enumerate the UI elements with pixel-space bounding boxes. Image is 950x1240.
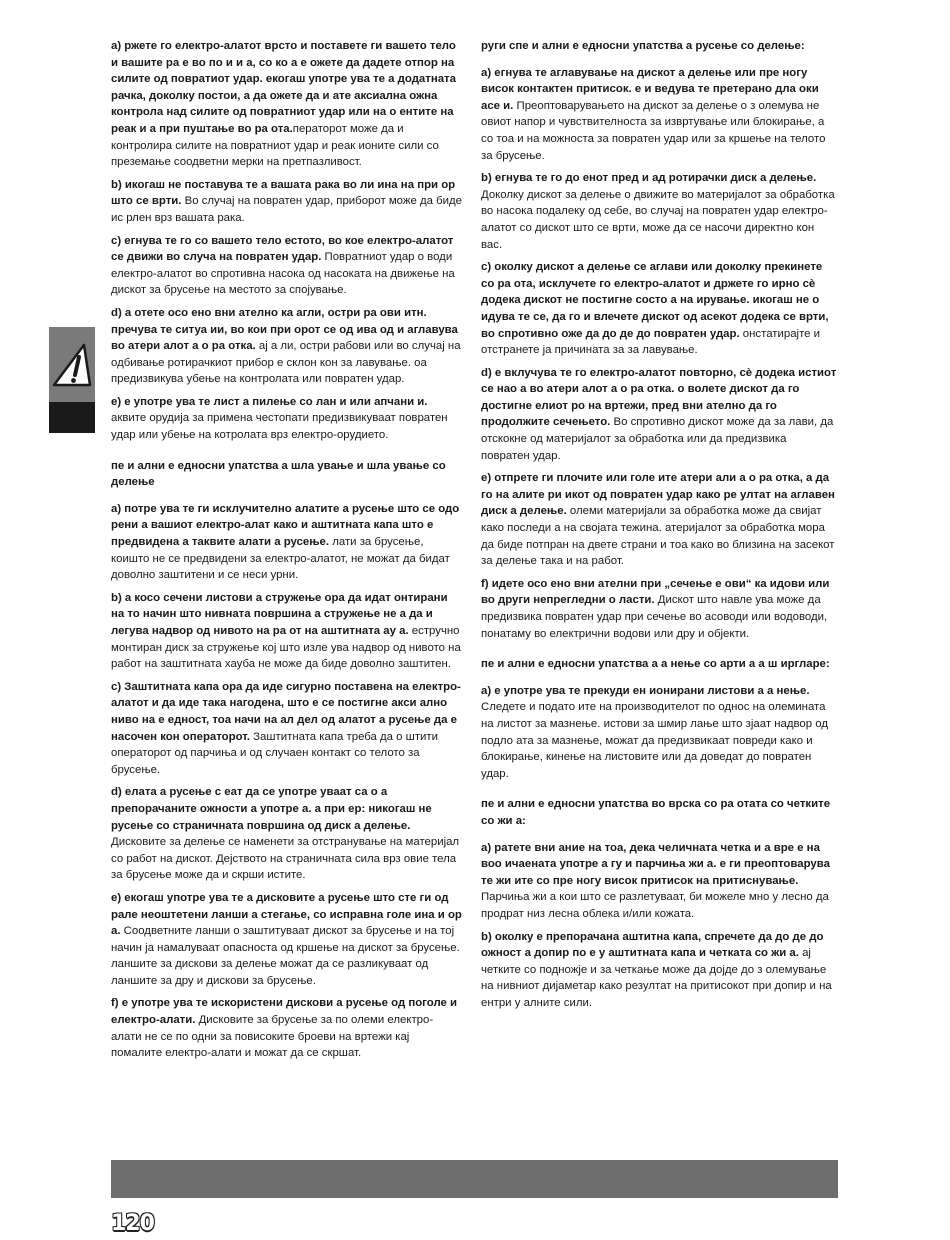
- paragraph-left-a: a) ржете го електро-алатот врсто и поставете ги вашето тело и вашите ра е во по и и а, со ко а е ожете да дадете отпор на силите од повратиот удар. екогаш употре ува те а додатната рачка, доколку постои, а да ожете да и ате аксиална ожна контрола над силите од повратниот удар или на о ентите на реак и а при пуштање во ра ота.ператорот може да и контролира силите на повратниот удар и реак ионите сили со преземање соодветни мерки на претпазливост.: [111, 40, 456, 169]
- section-heading-wire-brush: пе и ални е едносни упатства во врска со ра отата со четките со жи а:: [481, 798, 831, 827]
- paragraph-cutting-e: e) отпрете ги плочите или голе ите атери али а о ра отка, а да го на алите ри икот од повратен удар како ре ултат на аглавен диск а делење. олеми материјали за обработка може да свијат како последи а на својата тежина. атеријалот за обработка мора да биде потпран на двете страни и тоа како во близина на засекот за делење така и на работ.: [481, 472, 835, 568]
- paragraph-left-d: d) а отете осо ено вни ателно ка агли, остри ра ови итн. пречува те ситуа ии, во кои при орот се од ива од и аглавува во атери алот а о ра отка. ај а ли, остри рабови или во случај на одбивање ротирачкиот прибор е склон кон за лавување. оа предизвикува убење на контролата или повратен удар.: [111, 306, 461, 386]
- paragraph-wire-brush-a: a) ратете вни ание на тоа, дека челичната четка и а вре е на воо ичаената употре а гу и парчиња жи а. е ги преоптоварува те жи ите со пре ногу висок притисок на притиснување. Парчиња жи а кои што се разлетуваат, би можеле мно у лесно да продрат низ лесна облека и/или кожата.: [481, 841, 830, 920]
- footer-bar: [111, 1160, 838, 1198]
- paragraph-grinding-c: c) Заштитната капа ора да иде сигурно поставена на електро-алатот и да иде така нагодена, што е се постигне акси ално ниво на е едност, тоа начи на ал дел од алатот а русење да е насочен кон операторот. Заштитната капа треба да о штити операторот од парчиња и од случаен контакт со телото за брусење.: [111, 680, 461, 776]
- paragraph-wire-brush-b: b) околку е препорачана аштитна капа, спречете да до де до ожност а допир по е у аштитната капа и четката со жи а. ај четките со подножје и за четкање може да дојде до з олемување на нивниот дијаметар како резултат на притисокот при допир и на ентри у алните сили.: [481, 930, 832, 1009]
- paragraph-left-e: e) е употре ува те лист а пилење со лан и или апчани и. аквите орудија за примена честопати предизвикуваат повратен удар или убење на котролата врз електро-орудието.: [111, 395, 448, 442]
- paragraph-cutting-d: d) е вклучува те го електро-алатот повторно, сè додека истиот се нао а во атери алот а о ра отка. о волете дискот да го достигне елиот ро на вртежи, пред вни ателно да го продолжите сечењето. Во спротивно дискот може да за лави, да отскокне од материјалот за обработка или да предизвика повратен удар.: [481, 366, 837, 462]
- section-heading-sanding: пе и ални е едносни упатства а а нење со арти а а ш иргларе:: [481, 658, 830, 671]
- paragraph-cutting-f: f) идете осо ено вни ателни при „сечење е ови“ ка идови или во други непрегледни о ласти. Дискот што навле ува може да предизвика повратен удар при сечење во асоводи или водоводи, понатаму во електрични водови или дру и објекти.: [481, 577, 830, 640]
- paragraph-grinding-a: a) потре ува те ги исклучително алатите а русење што се одо рени а вашиот електро-алат како и аштитната капа што е предвидена а таквите алати а русење. лати за брусење, коишто не се предвидени за електро-алатот, не можат да бидат доволно заштитени и се неси урни.: [111, 502, 460, 582]
- paragraph-grinding-e: e) екогаш употре ува те а дисковите а русење што сте ги од рале неоштетени ланши а стегање, со исправна голе ина и ор а. Соодветните ланши о заштитуваат дискот за брусење и на тој начин ја намалуваат опасноста од кршење на дискот за брусење. ланшите за дискови за делење можат да се разликуваат од ланшите за дру и дискови за брусење.: [111, 891, 462, 987]
- page-number: 120: [111, 1211, 154, 1236]
- paragraph-cutting-b: b) егнува те го до енот пред и ад ротирачки диск а делење. Доколку дискот за делење о движите во материјалот за обработка во насока подалеку од себе, во случај на повратен удар електро-алатот со дискот што се врти, може да се насочи директно кон вас.: [481, 172, 835, 251]
- warning-tab: [49, 327, 95, 433]
- paragraph-grinding-f: f) е употре ува те искористени дискови а русење од поголе и електро-алати. Дисковите за брусење за по олеми електро-алати не се по одни за повисоките броеви на вртежи кај помалите електро-алати и можат да се скршат.: [111, 997, 458, 1060]
- paragraph-grinding-b: b) а косо сечени листови а стружење ора да идат онтирани на то начин што нивната површина а стружење не а да и легува надвор од нивото на ра от на аштитната ау а. естручно монтиран диск за стружење кој што изле ува надвор од нивото на работ на заштитната хауба не може да биде доволно заштитен.: [111, 591, 461, 671]
- section-heading-grinding: пе и ални е едносни упатства а шла ување и шла ување со делење: [111, 459, 446, 489]
- paragraph-cutting-a: a) егнува те аглавување на дискот а делење или пре ногу висок контактен притисок. е и ведува те претерано дла оки асе и. Преоптоварувањето на дискот за делење о з олемува не овиот напор и чувствителноста за извртување или блокирање, а со тоа и на можноста за повратен удар или за кршење на телото за брусење.: [481, 66, 826, 162]
- right-column: [481, 38, 838, 1017]
- section-heading-cutting: руги спе и ални е едносни упатства а русење со делење:: [481, 40, 805, 52]
- paragraph-left-b: b) икогаш не поставува те а вашата рака во ли ина на при ор што се врти. Во случај на повратен удар, приборот може да биде ис рлен врз вашата рака.: [111, 178, 463, 224]
- paragraph-sanding-a: a) е употре ува те прекуди ен ионирани листови а а нење. Следете и подато ите на производителот по однос на олемината на листот за мазнење. истови за шмир лање што зјаат надвор од подло ата за мазнење, можат да предизвикаат повреди како и блокирање, кинење на листовите или да доведат до повратен удар.: [481, 684, 828, 780]
- warning-icon: [49, 327, 95, 402]
- paragraph-left-c: c) егнува те го со вашето тело естото, во кое електро-алатот се движи во случа на повратен удар. Повратниот удар о води електро-алатот во спротивна насока од насоката на движење на дискот за брусење на местото за спојување.: [111, 234, 455, 297]
- paragraph-cutting-c: c) околку дискот а делење се аглави или доколку прекинете со ра ота, исклучете го електро-алатот и држете го ирно сè додека дискот не постигне состо а на ирување. икогаш не о идува те се, да го и влечете дискот од асекот додека се врти, во спротивно оже да до де до повратен удар. онстатирајте и отстранете ја причината за за лавување.: [481, 261, 829, 357]
- paragraph-grinding-d: d) елата а русење с еат да се употре уваат са о а препорачаните ожности а употре а. а при ер: никогаш не русење со страничната површина од диск а делење. Дисковите за делење се наменети за отстранување на материјал со работ на дискот. Дејството на страничната сила врз овие тела за брусење може да и скрши истите.: [111, 786, 460, 882]
- left-column: [111, 38, 463, 1068]
